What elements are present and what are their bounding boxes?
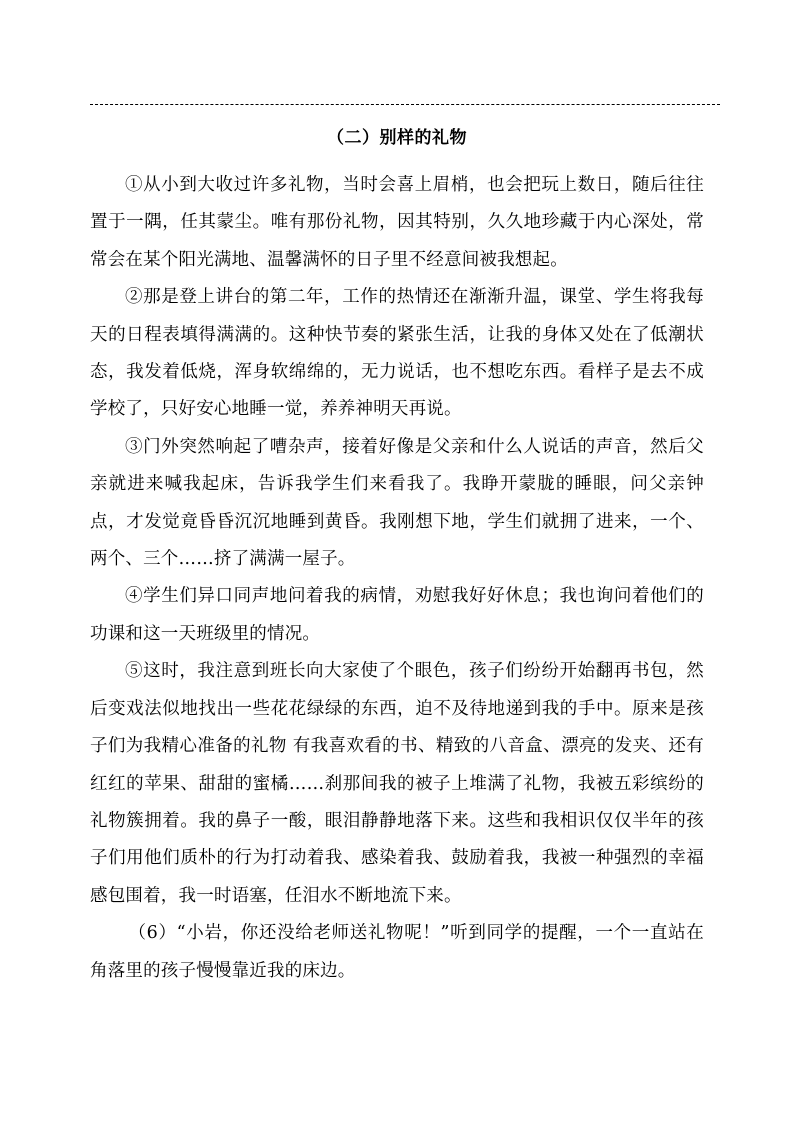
paragraph-6: （6）“小岩，你还没给老师送礼物呢！”听到同学的提醒，一个一直站在角落里的孩子慢慢靠近我的床边。 [90,923,704,981]
paragraph-4: ④学生们异口同声地问着我的病情，劝慰我好好休息；我也询问着他们的功课和这一天班级里的情况。 [90,586,704,644]
article-body [90,167,704,990]
paragraph-3: ③门外突然响起了嘈杂声，接着好像是父亲和什么人说话的声音，然后父亲就进来喊我起床，告诉我学生们来看我了。我睁开蒙胧的睡眼，问父亲钟点，才发觉竟昏昏沉沉地睡到黄昏。我刚想下地，学生们就拥了进来，一个、两个、三个……挤了满满一屋子。 [90,436,704,570]
paragraph-2: ②那是登上讲台的第二年，工作的热情还在渐渐升温，课堂、学生将我每天的日程表填得满满的。这种快节奏的紧张生活，让我的身体又处在了低潮状态，我发着低烧，浑身软绵绵的，无力说话，也不想吃东西。看样子是去不成学校了，只好安心地睡一觉，养养神明天再说。 [90,287,704,420]
article-title: （二）别样的礼物 [327,128,467,148]
paragraph-5: ⑤这时，我注意到班长向大家使了个眼色，孩子们纷纷开始翻再书包，然后变戏法似地找出一些花花绿绿的东西，迫不及待地递到我的手中。原来是孩子们为我精心准备的礼物 有我喜欢看的书、精致的八音盒、漂亮的发夹、还有红红的苹果、甜甜的蜜橘……刹那间我的被子上堆满了礼物，我被五彩缤纷的礼物簇拥着。我的鼻子一酸，眼泪静静地落下来。这些和我相识仅仅半年的孩子们用他们质朴的行为打动着我、感染着我、鼓励着我，我被一种强烈的幸福感包围着，我一时语塞，任泪水不断地流下来。 [90,661,704,906]
header-divider [90,104,720,105]
paragraph-1: ①从小到大收过许多礼物，当时会喜上眉梢，也会把玩上数日，随后往往置于一隅，任其蒙尘。唯有那份礼物，因其特别，久久地珍藏于内心深处，常常会在某个阳光满地、温馨满怀的日子里不经意间被我想起。 [90,175,704,270]
